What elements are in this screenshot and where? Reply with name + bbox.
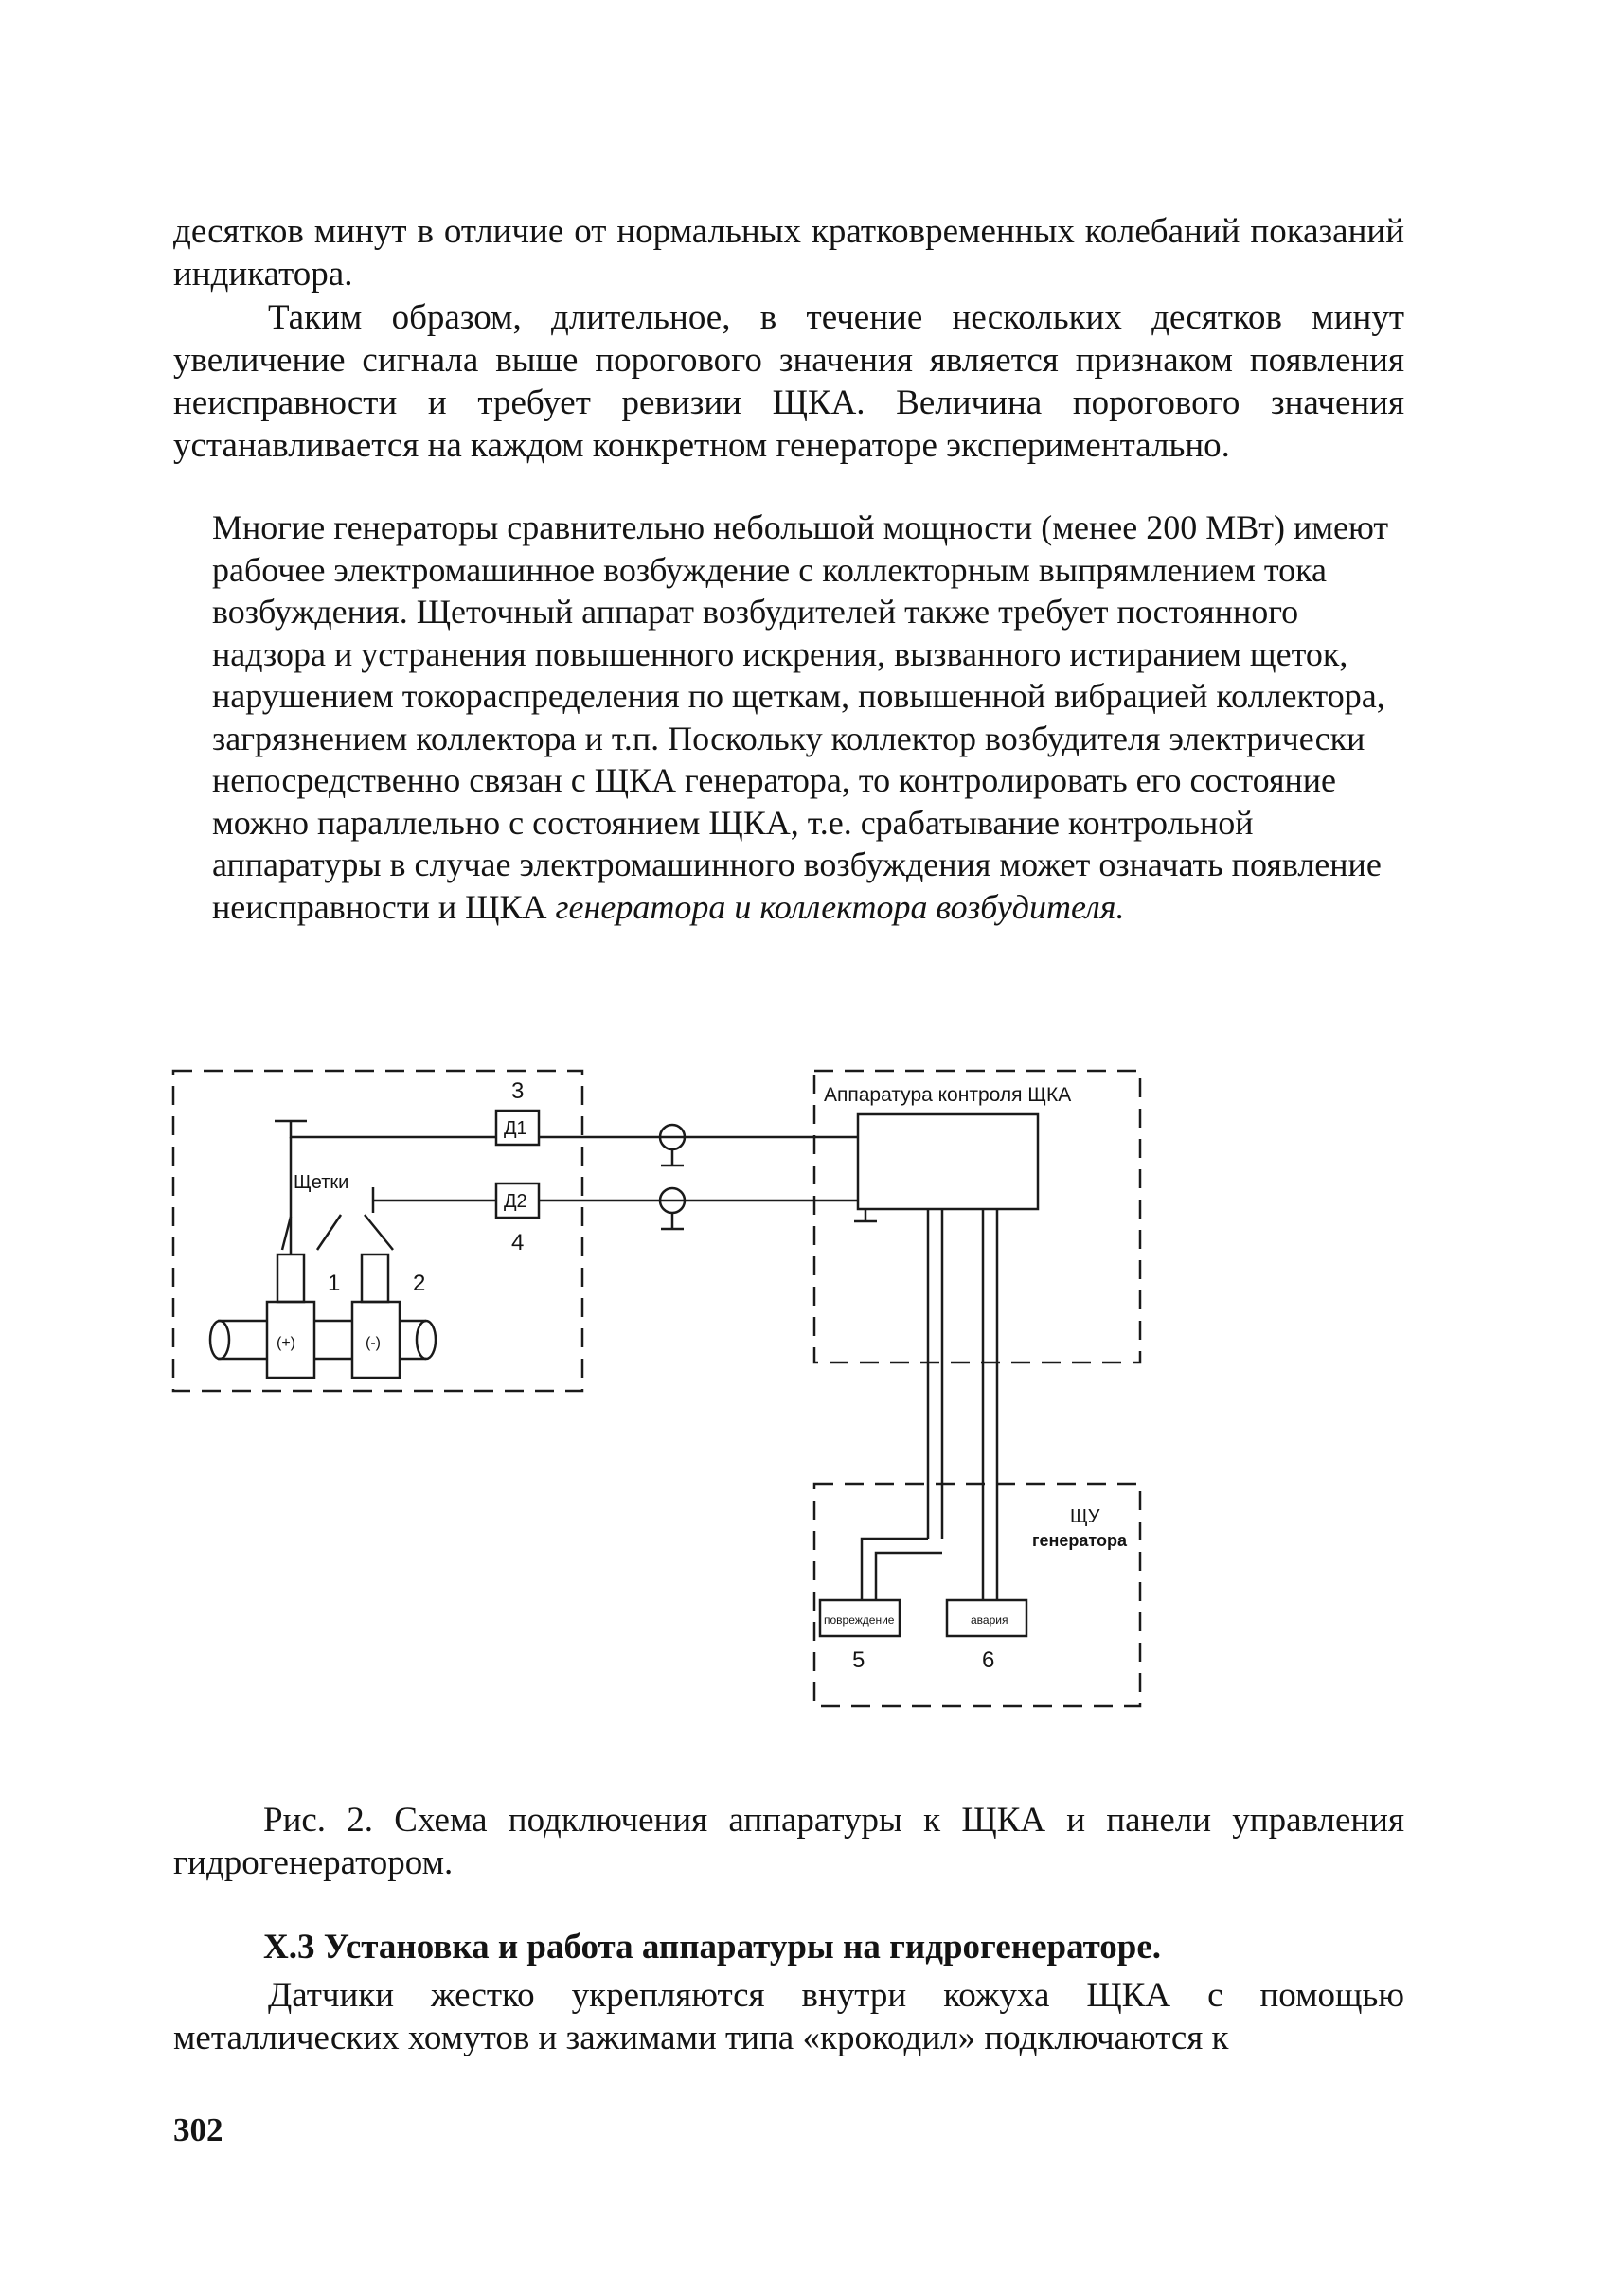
sensor-d1-label: Д1	[504, 1118, 527, 1139]
panel-label-line2: генератора	[1032, 1531, 1127, 1550]
label-5: 5	[852, 1647, 865, 1673]
label-3: 3	[511, 1078, 525, 1104]
brush-holder-1	[277, 1255, 304, 1302]
section-heading: X.3 Установка и работа аппаратуры на гидрогенераторе.	[263, 1928, 1162, 1967]
control-unit-box	[858, 1114, 1038, 1209]
ring-plus-label: (+)	[277, 1335, 295, 1351]
paragraph-1: десятков минут в отличие от нормальных кратковременных колебаний показаний индикатора.	[173, 212, 1404, 294]
label-4: 4	[511, 1230, 525, 1255]
ring-minus-label: (-)	[366, 1335, 381, 1351]
damage-relay-label: повреждение	[824, 1613, 895, 1627]
paragraph-3	[212, 507, 1407, 928]
control-unit-label: Аппаратура контроля ЩКА	[824, 1084, 1072, 1106]
paragraph-3-italic: генератора и коллектора возбудителя.	[555, 887, 1125, 926]
connection-diagram	[142, 1046, 1203, 1737]
brushes-label: Щетки	[294, 1172, 349, 1193]
paragraph-2: Таким образом, длительное, в течение нескольких десятков минут увеличение сигнала выше порогового значения является признаком появления неисправности и требует ревизии ЩКА. Величина порогового значения устанавливается на каждом конкретном генераторе экспериментально.	[173, 298, 1404, 465]
alarm-relay-label: авария	[971, 1613, 1008, 1627]
sensor-d2-label: Д2	[504, 1191, 527, 1212]
label-1: 1	[328, 1271, 341, 1296]
label-2: 2	[413, 1271, 426, 1296]
brush-holder-2	[362, 1255, 388, 1302]
paragraph-4: Датчики жестко укрепляются внутри кожуха ЩКА с помощью металлических хомутов и зажимами типа «крокодил» подключаются к	[173, 1976, 1404, 2057]
label-6: 6	[982, 1647, 995, 1673]
panel-label-line1: ЩУ	[1070, 1506, 1100, 1527]
page-number: 302	[173, 2111, 223, 2148]
paragraph-3-text: Многие генераторы сравнительно небольшой мощности (менее 200 МВт) имеют рабочее электромашинное возбуждение с коллекторным выпрямлением тока возбуждения. Щеточный аппарат возбудителей также требует постоянного надзора и устранения повышенного искрения, вызванного истиранием щеток, нарушением токораспределения по щеткам, повышенной вибрацией коллектора, загрязнением коллектора и т.п. Поскольку коллектор возбудителя электрически непосредственно связан с ЩКА генератора, то контролировать его состояние можно параллельно с состоянием ЩКА, т.е. срабатывание контрольной аппаратуры в случае электромашинного возбуждения может означать появление неисправности и ЩКА	[212, 508, 1389, 926]
figure-caption: Рис. 2. Схема подключения аппаратуры к ЩКА и панели управления гидрогенератором.	[173, 1801, 1404, 1882]
